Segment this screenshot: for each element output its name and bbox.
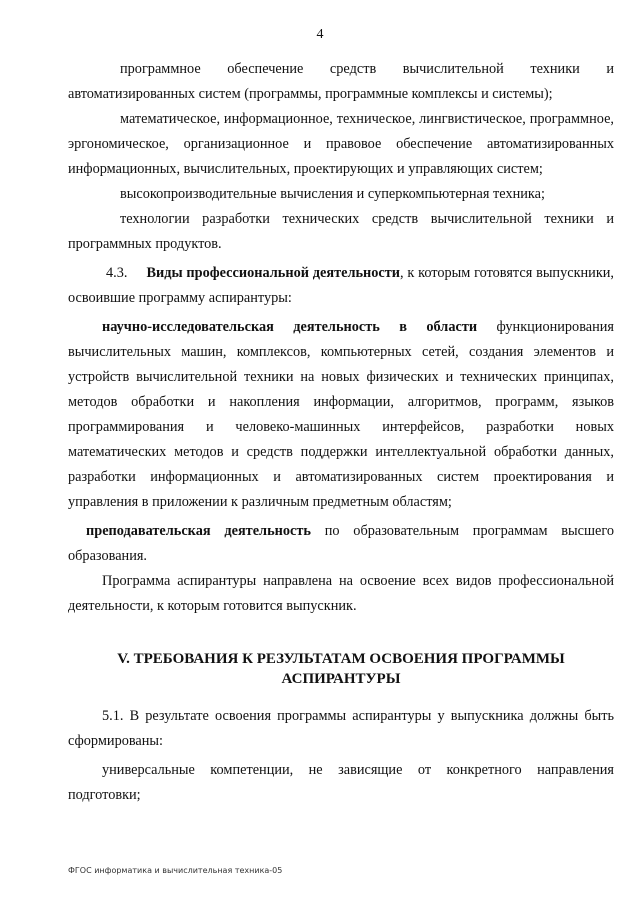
page-number: 4 <box>316 27 324 42</box>
footer-note: ФГОС информатика и вычислительная техника-05 <box>68 866 283 875</box>
paragraph-technologies: технологии разработки технических средств вычислительной техники и программных продуктов. <box>68 211 614 252</box>
paragraph-support-types: математическое, информационное, техническое, лингвистическое, программное, эргономическое, организационное и правовое обеспечение автоматизированных информационных, вычислительных, проектирующих и управляющих систем; <box>68 111 614 177</box>
text-span: функционирования вычислительных машин, комплексов, компьютерных сетей, создания элементов и устройств вычислительной техники на новых физических и технических принципах, методов обработки и накопления информации, алгоритмов, программ, языков программирования и человеко-машинных интерфейсов, разработки новых математических методов и средств поддержки интеллектуальной обработки данных, разработки информационных и автоматизированных систем проектирования и управления в приложении к различным предметным областям; <box>68 319 614 510</box>
paragraph-hpc: высокопроизводительные вычисления и суперкомпьютерная техника; <box>120 186 545 202</box>
heading-line-2: АСПИРАНТУРЫ <box>281 671 401 687</box>
paragraph-software: программное обеспечение средств вычислительной техники и автоматизированных систем (программы, программные комплексы и системы); <box>68 61 614 102</box>
paragraph-activity-types <box>68 261 614 311</box>
bold-term: Виды профессиональной деятельности <box>146 265 401 281</box>
heading-line-1: V. ТРЕБОВАНИЯ К РЕЗУЛЬТАТАМ ОСВОЕНИЯ ПРОГРАММЫ <box>117 651 565 667</box>
text-span: , к которым готовятся выпускники, освоившие программу аспирантуры: <box>68 265 614 306</box>
paragraph-universal-competencies: универсальные компетенции, не зависящие от конкретного направления подготовки; <box>68 762 614 803</box>
paragraph-results: 5.1. В результате освоения программы аспирантуры у выпускника должны быть сформированы: <box>68 708 614 749</box>
paragraph-teaching <box>68 519 614 569</box>
body-text <box>68 57 614 808</box>
section-heading <box>68 649 614 689</box>
section-number: 4.3. <box>106 265 128 281</box>
text-span: по образовательным программам высшего образования. <box>68 523 614 564</box>
bold-term: научно-исследовательская деятельность в области <box>102 319 478 335</box>
bold-term: преподавательская деятельность <box>86 523 311 539</box>
paragraph-program-aim: Программа аспирантуры направлена на освоение всех видов профессиональной деятельности, к которым готовится выпускник. <box>68 573 614 614</box>
paragraph-research <box>68 315 614 515</box>
